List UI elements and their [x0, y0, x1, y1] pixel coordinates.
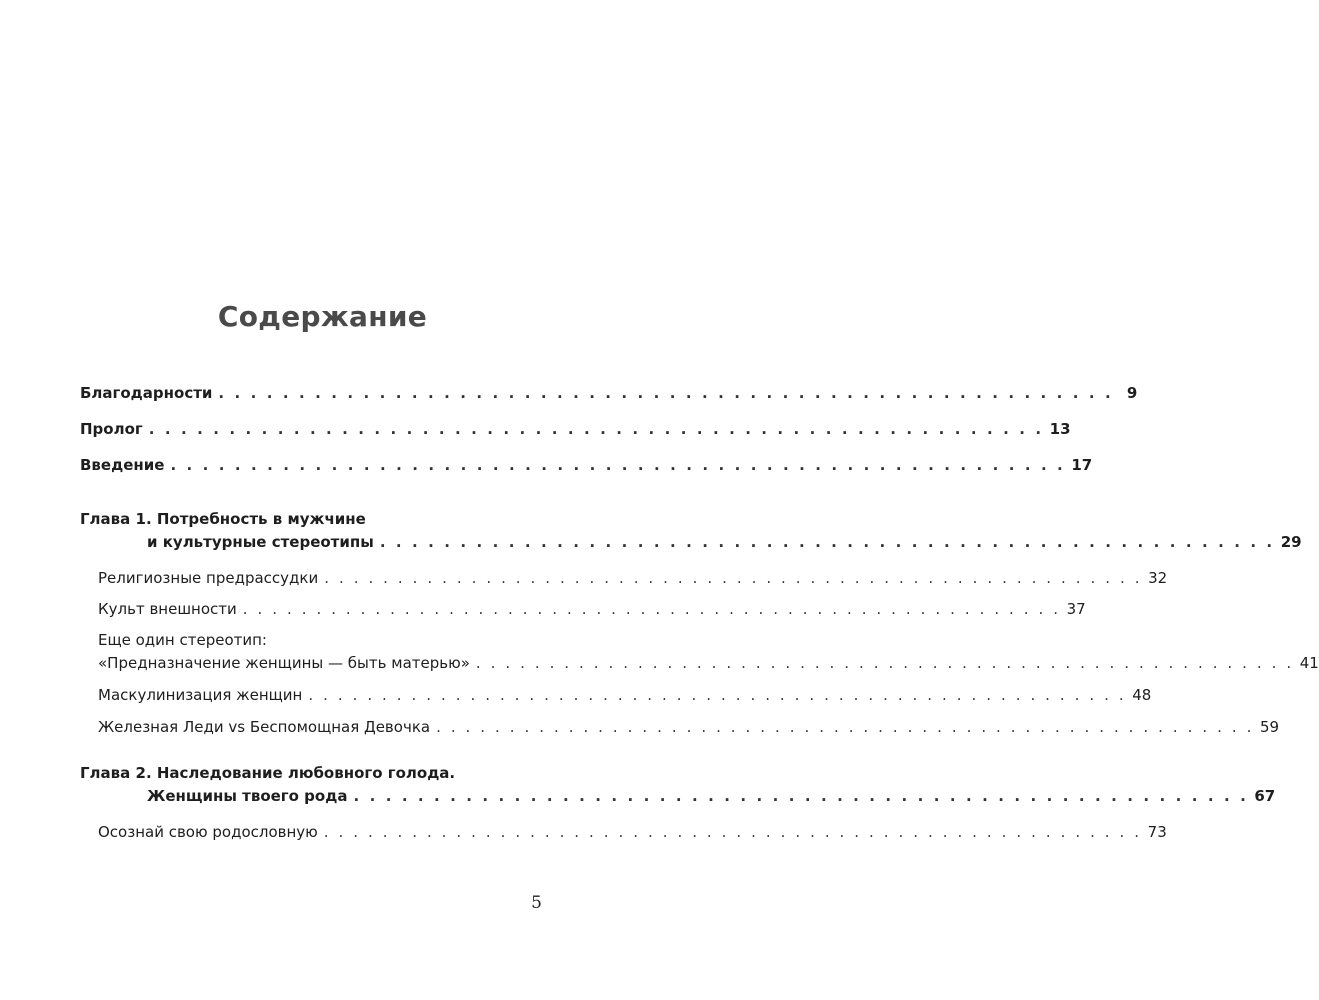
dot-leader: . . . . . . . . . . . . . . . . . . . . . . . . . . . . . . . . . . . . . . . . . . . . . . . . . . . . . . . . [218, 384, 1114, 402]
toc-page-number: 29 [1280, 533, 1302, 551]
toc-entry-chapter-1[interactable] [147, 532, 1302, 552]
dot-leader: . . . . . . . . . . . . . . . . . . . . . . . . . . . . . . . . . . . . . . . . . . . . . . . . . . . . . . . . [308, 686, 1127, 704]
dot-leader: . . . . . . . . . . . . . . . . . . . . . . . . . . . . . . . . . . . . . . . . . . . . . . . . . . . . . . . . [323, 823, 1142, 841]
toc-page-number: 32 [1148, 569, 1168, 587]
dot-leader: . . . . . . . . . . . . . . . . . . . . . . . . . . . . . . . . . . . . . . . . . . . . . . . . . . . . . . . . [242, 600, 1061, 618]
toc-page-number: 9 [1126, 384, 1138, 402]
toc-page-number: 48 [1132, 686, 1152, 704]
toc-entry-label: Благодарности [80, 384, 213, 402]
toc-entry-prologue[interactable] [80, 419, 1071, 439]
toc-entry-label: Религиозные предрассудки [98, 569, 319, 587]
toc-section-motherhood-stereotype[interactable] [98, 653, 1319, 673]
toc-entry-chapter-2[interactable] [147, 786, 1276, 806]
toc-section-genealogy[interactable] [98, 822, 1167, 842]
toc-section-stereotype-line1: Еще один стереотип: [98, 631, 267, 649]
toc-page-number: 13 [1049, 420, 1071, 438]
toc-page-number: 73 [1147, 823, 1167, 841]
toc-entry-label: Осознай свою родословную [98, 823, 318, 841]
chapter-1-title-line1: Глава 1. Потребность в мужчине [80, 510, 366, 528]
page-title: Содержание [217, 300, 428, 333]
toc-section-religious-prejudices[interactable] [98, 568, 1168, 588]
toc-entry-label: Пролог [80, 420, 143, 438]
dot-leader: . . . . . . . . . . . . . . . . . . . . . . . . . . . . . . . . . . . . . . . . . . . . . . . . . . . . . . . . [379, 533, 1275, 551]
toc-section-masculinization[interactable] [98, 685, 1152, 705]
toc-entry-label: и культурные стереотипы [147, 533, 374, 551]
toc-entry-label: Введение [80, 456, 165, 474]
dot-leader: . . . . . . . . . . . . . . . . . . . . . . . . . . . . . . . . . . . . . . . . . . . . . . . . . . . . . . . . [353, 787, 1249, 805]
dot-leader: . . . . . . . . . . . . . . . . . . . . . . . . . . . . . . . . . . . . . . . . . . . . . . . . . . . . . . . . [475, 654, 1294, 672]
toc-entry-label: «Предназначение женщины — быть матерью» [98, 654, 470, 672]
toc-page-number: 59 [1259, 718, 1280, 736]
toc-page-number: 17 [1071, 456, 1093, 474]
dot-leader: . . . . . . . . . . . . . . . . . . . . . . . . . . . . . . . . . . . . . . . . . . . . . . . . . . . . . . . . [170, 456, 1066, 474]
toc-entry-introduction[interactable] [80, 455, 1093, 475]
toc-entry-acknowledgements[interactable] [80, 383, 1138, 403]
toc-section-iron-lady[interactable] [98, 717, 1280, 737]
dot-leader: . . . . . . . . . . . . . . . . . . . . . . . . . . . . . . . . . . . . . . . . . . . . . . . . . . . . . . . . [324, 569, 1143, 587]
dot-leader: . . . . . . . . . . . . . . . . . . . . . . . . . . . . . . . . . . . . . . . . . . . . . . . . . . . . . . . . [148, 420, 1044, 438]
toc-section-appearance-cult[interactable] [98, 599, 1086, 619]
chapter-2-title-line1: Глава 2. Наследование любовного голода. [80, 764, 456, 782]
toc-entry-label: Маскулинизация женщин [98, 686, 303, 704]
toc-page-number: 37 [1066, 600, 1086, 618]
toc-page-number: 41 [1299, 654, 1319, 672]
toc-entry-label: Женщины твоего рода [147, 787, 348, 805]
page-number: 5 [531, 893, 542, 913]
toc-entry-label: Культ внешности [98, 600, 237, 618]
toc-page-number: 67 [1254, 787, 1276, 805]
dot-leader: . . . . . . . . . . . . . . . . . . . . . . . . . . . . . . . . . . . . . . . . . . . . . . . . . . . . . . . . [436, 718, 1254, 736]
toc-entry-label: Железная Леди vs Беспомощная Девочка [98, 718, 431, 736]
